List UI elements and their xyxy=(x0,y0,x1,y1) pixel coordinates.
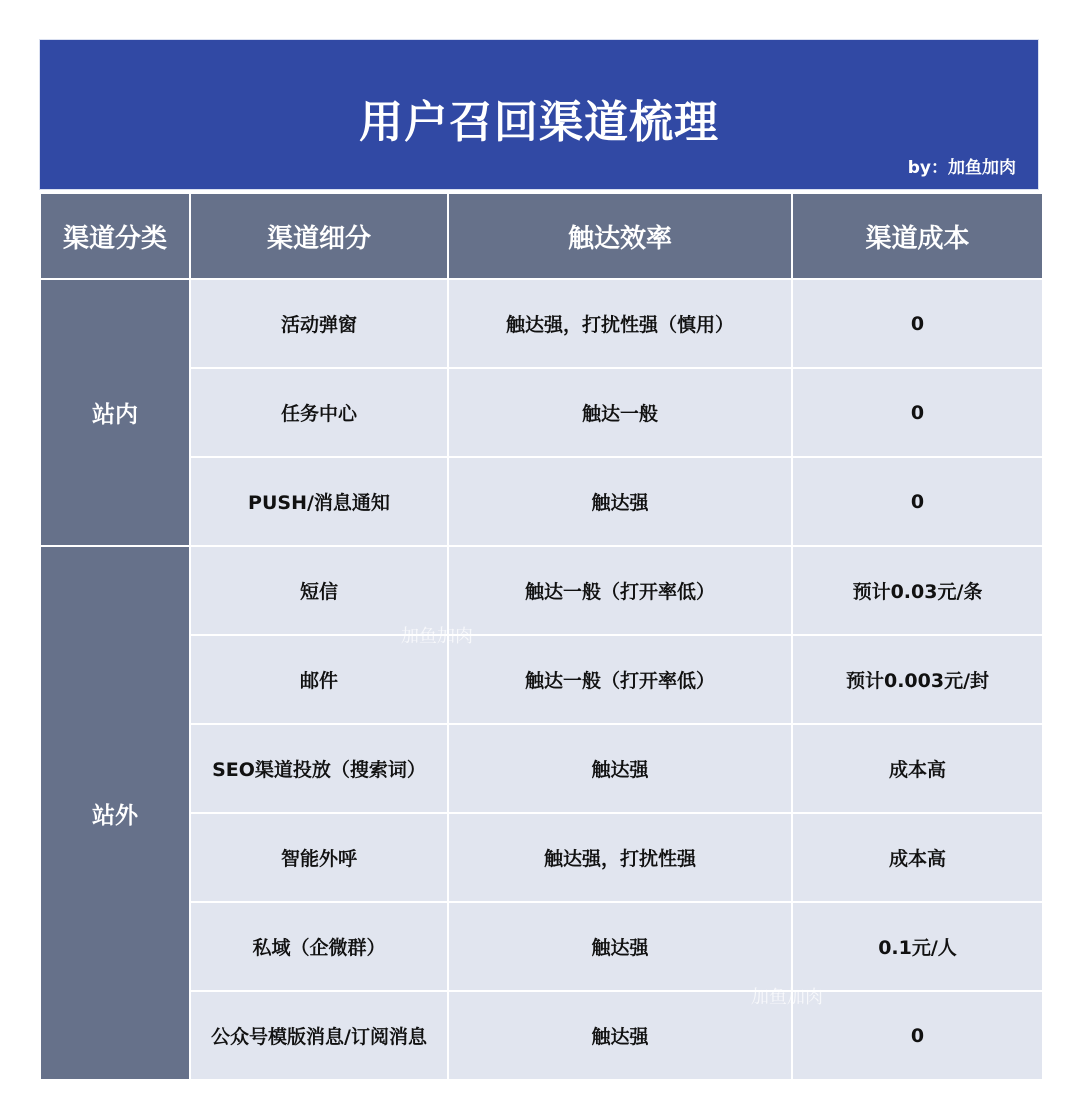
efficiency-cell: 触达一般 xyxy=(449,369,791,456)
channel-cell: 活动弹窗 xyxy=(191,280,447,367)
author-byline: by：加鱼加肉 xyxy=(907,158,1016,178)
cost-cell: 成本高 xyxy=(793,725,1042,812)
efficiency-cell: 触达一般（打开率低） xyxy=(449,547,791,634)
efficiency-cell: 触达强 xyxy=(449,903,791,990)
channel-cell: 邮件 xyxy=(191,636,447,723)
cost-cell: 0.1元/人 xyxy=(793,903,1042,990)
header-category: 渠道分类 xyxy=(41,194,189,278)
efficiency-cell: 触达一般（打开率低） xyxy=(449,636,791,723)
cost-cell: 预计0.03元/条 xyxy=(793,547,1042,634)
cost-cell: 0 xyxy=(793,992,1042,1079)
efficiency-cell: 触达强 xyxy=(449,725,791,812)
efficiency-cell: 触达强，打扰性强（慎用） xyxy=(449,280,791,367)
channel-cell: 私域（企微群） xyxy=(191,903,447,990)
channel-cell: 智能外呼 xyxy=(191,814,447,901)
channel-cell: SEO渠道投放（搜索词） xyxy=(191,725,447,812)
cost-cell: 0 xyxy=(793,280,1042,367)
efficiency-cell: 触达强 xyxy=(449,992,791,1079)
cost-cell: 0 xyxy=(793,458,1042,545)
header-channel: 渠道细分 xyxy=(191,194,447,278)
page-title: 用户召回渠道梳理 xyxy=(359,97,719,148)
channel-cell: PUSH/消息通知 xyxy=(191,458,447,545)
cost-cell: 0 xyxy=(793,369,1042,456)
efficiency-cell: 触达强 xyxy=(449,458,791,545)
header-efficiency: 触达效率 xyxy=(449,194,791,278)
cost-cell: 成本高 xyxy=(793,814,1042,901)
title-banner xyxy=(39,39,1039,190)
group-cell-onsite: 站内 xyxy=(41,280,189,545)
header-cost: 渠道成本 xyxy=(793,194,1042,278)
channel-cell: 任务中心 xyxy=(191,369,447,456)
cost-cell: 预计0.003元/封 xyxy=(793,636,1042,723)
channel-cell: 短信 xyxy=(191,547,447,634)
channel-cell: 公众号模版消息/订阅消息 xyxy=(191,992,447,1079)
channel-table xyxy=(41,194,1040,1079)
watermark-text: 加鱼加肉 xyxy=(751,987,823,1008)
watermark-text: 加鱼加肉 xyxy=(401,626,473,647)
efficiency-cell: 触达强，打扰性强 xyxy=(449,814,791,901)
group-cell-offsite: 站外 xyxy=(41,547,189,1079)
